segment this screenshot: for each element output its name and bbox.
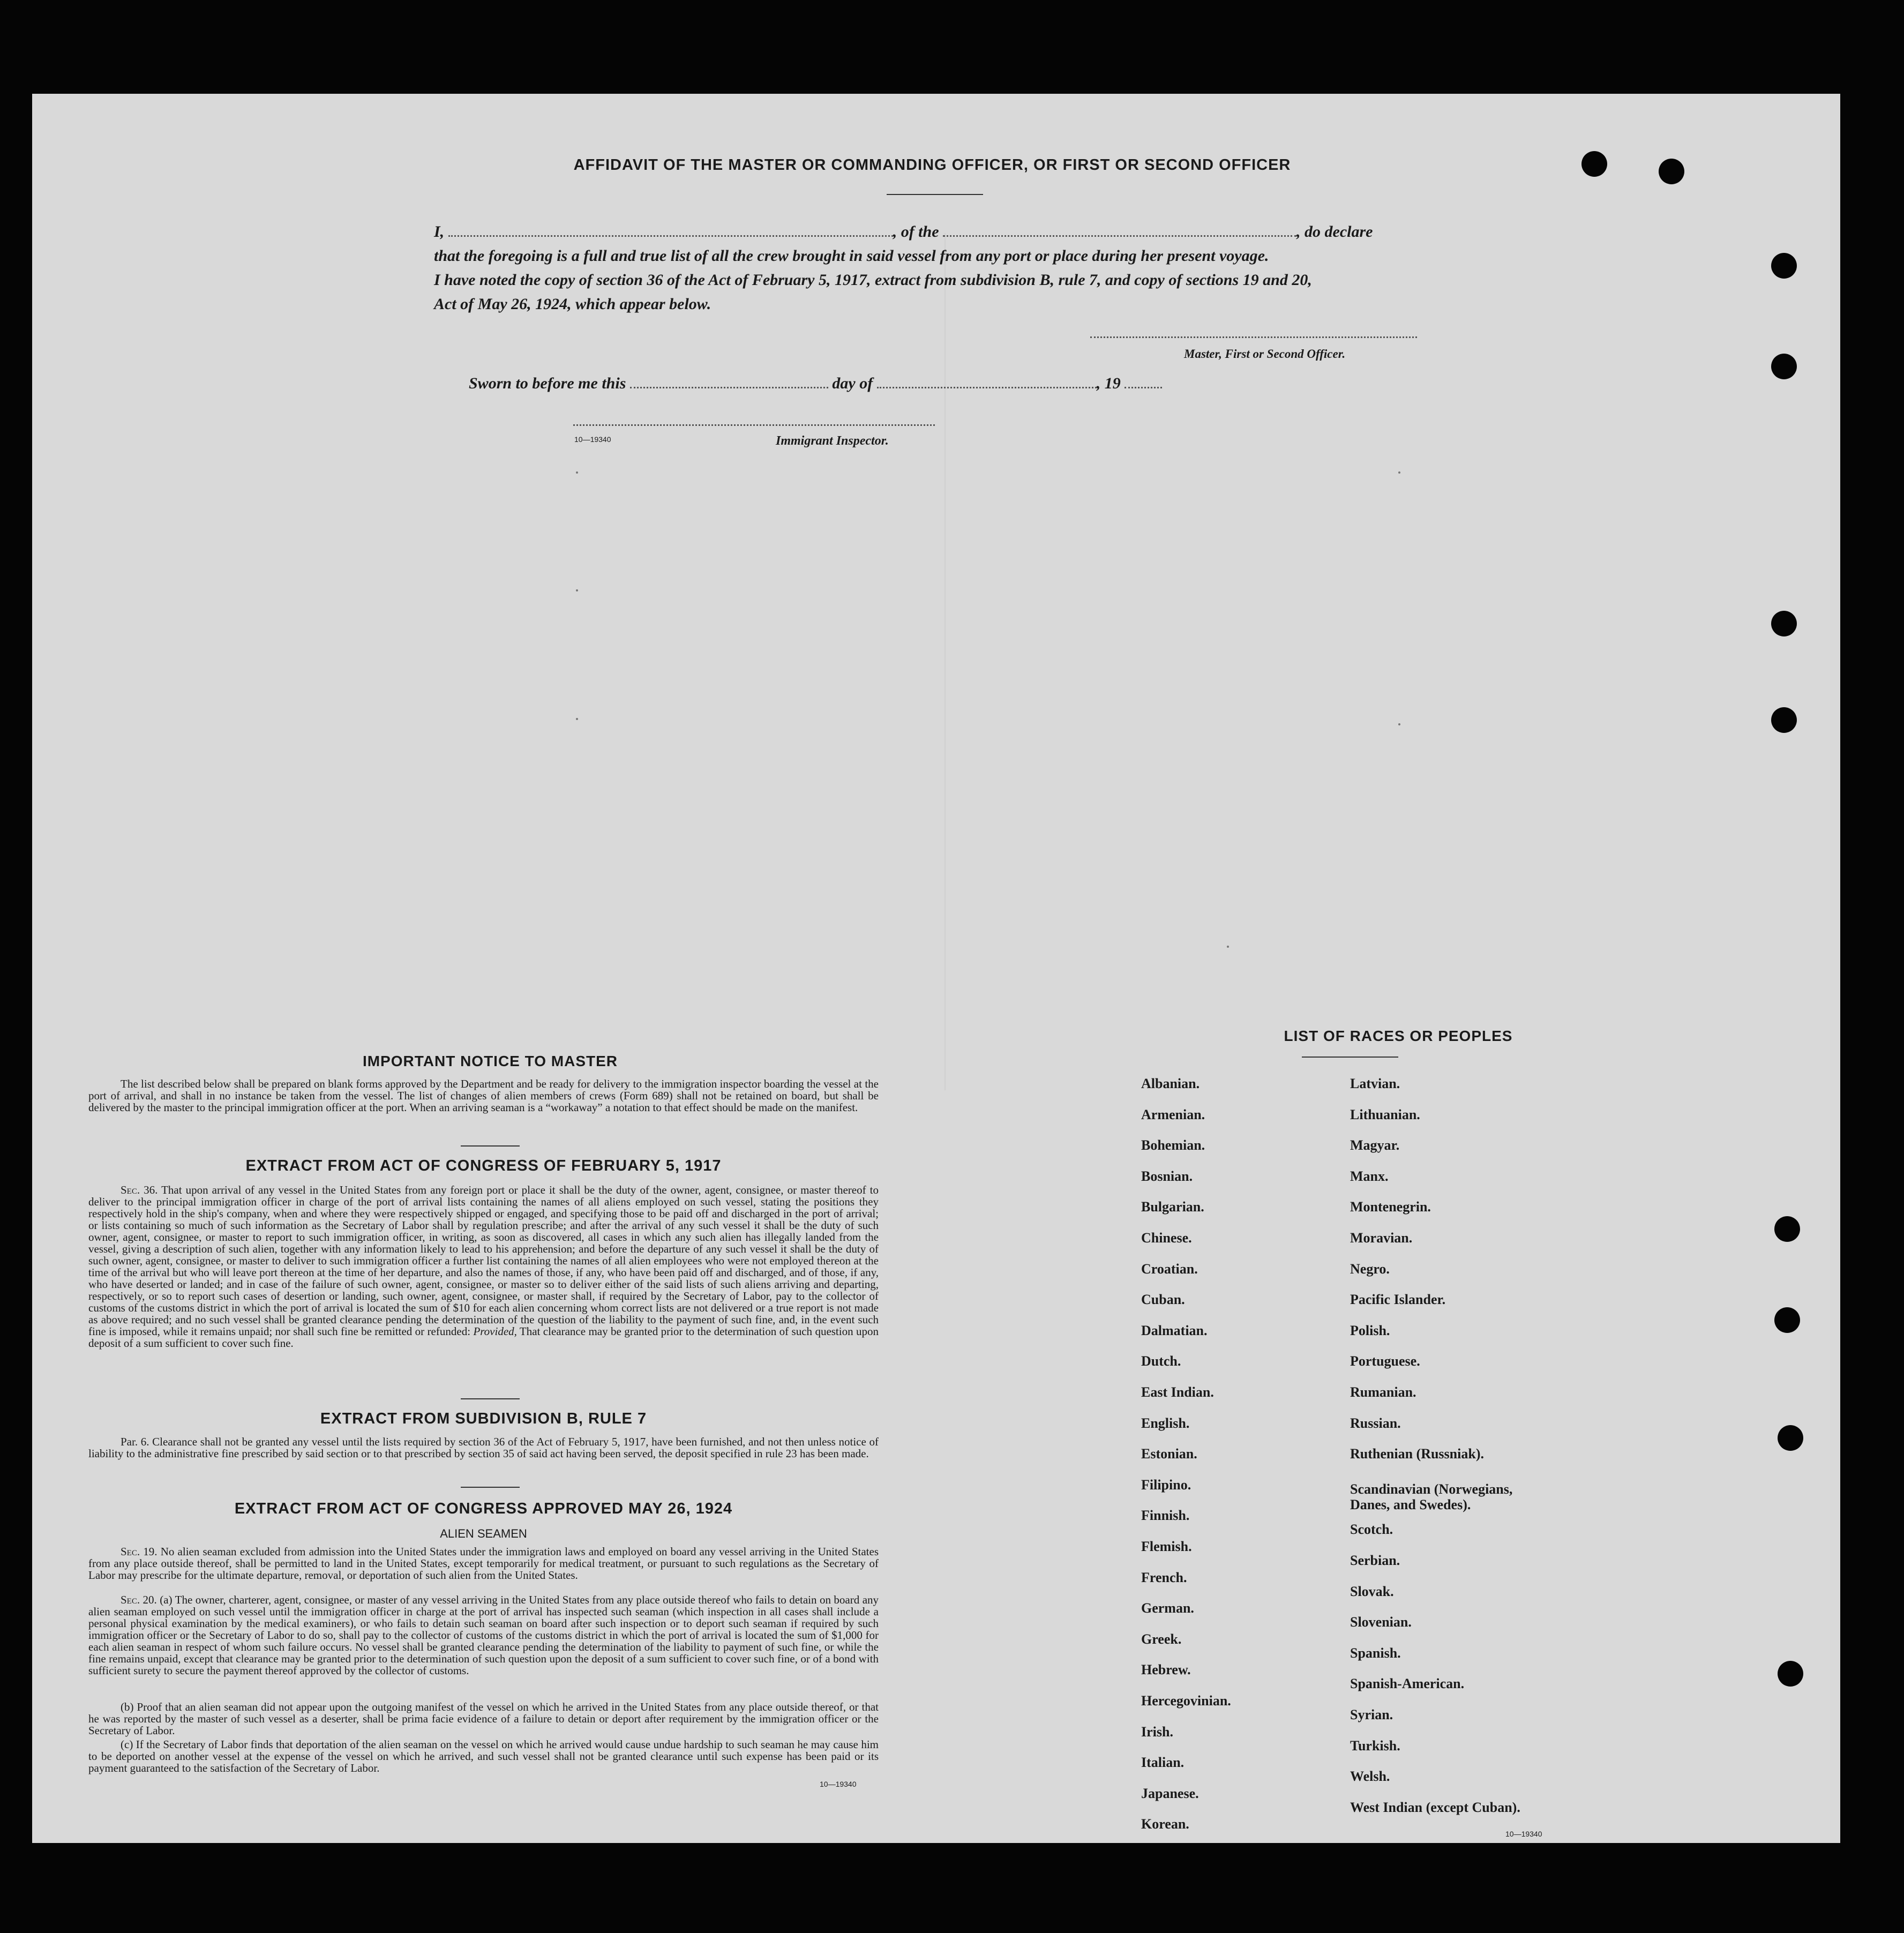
section-divider (461, 1145, 520, 1147)
rule-7-body: Par. 6. Clearance shall not be granted any vessel until the lists required by section 36 of the Act of February 5, 1917, have been furnished, and not then unless notice of liability to the administrative fine prescribed by said section or to that prescribed by section 35 of said act having been served, the deposit specified in rule 23 has been made. (88, 1435, 879, 1460)
sec-20b-body: (b) Proof that an alien seaman did not appear upon the outgoing manifest of the vessel on which he arrived in the United States from any place outside thereof, or that he was reported by the master of such vessel as a deserter, shall be prima facie evidence of a failure to detain or deport after requirement by the immigration officer or the Secretary of Labor. (88, 1700, 879, 1737)
speck (1398, 471, 1400, 474)
race-item: French. (1141, 1569, 1187, 1585)
inspector-signature-field[interactable] (573, 424, 935, 426)
race-item: West Indian (except Cuban). (1350, 1799, 1520, 1815)
races-underline (1302, 1057, 1398, 1058)
punch-hole (1778, 1661, 1803, 1687)
race-item: Filipino. (1141, 1477, 1191, 1493)
speck (576, 589, 578, 591)
master-signature-field[interactable] (1090, 336, 1417, 338)
race-item: Bulgarian. (1141, 1199, 1204, 1215)
rule-7-title: EXTRACT FROM SUBDIVISION B, RULE 7 (320, 1410, 647, 1427)
race-item: Turkish. (1350, 1737, 1400, 1754)
race-item: Korean. (1141, 1816, 1189, 1832)
master-signature-caption: Master, First or Second Officer. (1184, 347, 1346, 361)
form-number: 10—19340 (574, 435, 611, 444)
race-item: Chinese. (1141, 1230, 1192, 1246)
race-item: Irish. (1141, 1724, 1173, 1740)
speck (576, 718, 578, 720)
extract-1924-title: EXTRACT FROM ACT OF CONGRESS APPROVED MAY 26, 1924 (234, 1500, 733, 1517)
race-item: English. (1141, 1415, 1190, 1431)
race-item: Polish. (1350, 1322, 1390, 1338)
race-item: Spanish-American. (1350, 1676, 1465, 1692)
race-item: Manx. (1350, 1168, 1389, 1184)
declarant-label: I, (434, 223, 445, 241)
race-item: Estonian. (1141, 1446, 1197, 1462)
punch-hole (1771, 354, 1797, 379)
race-item: Croatian. (1141, 1261, 1198, 1277)
race-item: Moravian. (1350, 1230, 1413, 1246)
punch-hole (1774, 1307, 1800, 1333)
inspector-caption: Immigrant Inspector. (776, 434, 889, 448)
race-item: German. (1141, 1600, 1194, 1616)
extract-1917-body (88, 1184, 879, 1349)
punch-hole (1581, 151, 1607, 177)
sec-20a-text: (a) The owner, charterer, agent, consignee, or master of any vessel arriving in the United States from any place outside thereof who fails to detain on board any alien seaman employed on such vessel until the immigration officer in charge at the port of arrival has inspected such seaman (which inspection in all cases shall include a personal physical examination by the medical examiners), or who fails to detain such seaman on board after such inspection or to deport such seaman if required by such immigration officer or the Secretary of Labor to do so, shall pay to the collector of customs of the customs district in which the port of arrival is located the sum of $1,000 for each alien seaman in respect of whom such failure occurs. No vessel shall be granted clearance pending the determination of the liability to payment of such fine, or while the fine remains unpaid, except that clearance may be granted prior to the determination of such question upon the deposit of a sum sufficient to cover such fine, or of a bond with sufficient surety to secure the payment thereof approved by the collector of customs. (88, 1593, 879, 1677)
race-item: Rumanian. (1350, 1384, 1416, 1400)
declare-label: , do declare (1296, 223, 1373, 241)
fold-line (944, 233, 946, 1090)
race-item: Lithuanian. (1350, 1106, 1420, 1122)
punch-hole (1771, 253, 1797, 279)
race-item: Syrian. (1350, 1706, 1393, 1722)
race-item: Spanish. (1350, 1645, 1401, 1661)
punch-hole (1778, 1425, 1803, 1451)
sec-19-text: No alien seaman excluded from admission into the United States under the immigration laws and employed on board any vessel arriving in the United States from any place outside thereof, shall be permitted to land in the United States, except temporarily for medical treatment, or pursuant to such regulations as the Secretary of Labor may prescribe for the ultimate departure, removal, or deportation of such alien from the United States. (88, 1545, 879, 1582)
race-item: Finnish. (1141, 1508, 1190, 1524)
sworn-label: Sworn to before me this (469, 374, 626, 392)
sworn-month-field[interactable] (877, 376, 1097, 388)
sec-20a-body (88, 1594, 879, 1676)
day-of-label: day of (832, 374, 873, 392)
sec-36-text: That upon arrival of any vessel in the United States from any foreign port or place it shall be the duty of the owner, agent, consignee, or master thereof to deliver to the principal immigration officer in charge of the port of arrival lists containing the names of all aliens employed on such vessel, stating the positions they respectively hold in the ship's company, when and where they were respectively shipped or engaged, and specifying those to be paid off and discharged in the port of arrival; or lists containing so much of such information as the Secretary of Labor shall by regulation prescribe; and after the arrival of any such vessel it shall be the duty of such owner, agent, consignee, or master to report to such immigration officer, in writing, as soon as discovered, all cases in which any such alien has illegally landed from the vessel, giving a description of such alien, together with any information likely to lead to his apprehension; and before the departure of any such vessel it shall be the duty of such owner, agent, consignee, or master to deliver to such immigration officer a further list containing the names of all alien employees who were not employed thereon at the time of the arrival but who will leave port thereon at the time of her departure, and also the names of those, if any, who have been paid off and discharged, and of those, if any, who have deserted or landed; and in case of the failure of such owner, agent, consignee, or master so to deliver either of the said lists of such aliens arriving and departing, respectively, or so to report such cases of desertion or landing, such owner, agent, consignee, or master shall, if required by the Secretary of Labor, pay to the collector of customs of the customs district in which the port of arrival is located the sum of $10 for each alien concerning whom correct lists are not delivered or a true report is not made as above required; and no such vessel shall be granted clearance pending the determination of the question of the liability to the payment of such fine, and, in the event such fine is imposed, while it remains unpaid; nor shall such fine be remitted or refunded: (88, 1183, 879, 1338)
races-title: LIST OF RACES OR PEOPLES (1284, 1028, 1513, 1044)
notice-body: The list described below shall be prepared on blank forms approved by the Department and be ready for delivery to the immigration inspector boarding the vessel at the port of arrival, and shall in no instance be taken from the vessel. The list of changes of alien members of crews (Form 689) shall not be retained on board, but shall be delivered by the master to the principal immigration officer at the port. When an arriving seaman is a “workaway” a notation to that effect should be made on the manifest. (88, 1077, 879, 1114)
race-item: Dalmatian. (1141, 1322, 1208, 1338)
race-item: Bohemian. (1141, 1137, 1205, 1153)
affidavit-line-2: that the foregoing is a full and true list of all the crew brought in said vessel from any port or place during her present voyage. (434, 247, 1269, 265)
race-item: Hercegovinian. (1141, 1693, 1231, 1709)
race-item: Dutch. (1141, 1353, 1181, 1369)
provided-word: Provided, (473, 1325, 517, 1338)
section-divider (461, 1487, 520, 1488)
race-item: Slovenian. (1350, 1614, 1412, 1630)
speck (1227, 946, 1229, 948)
punch-hole (1771, 707, 1797, 733)
race-item: Scandinavian (Norwegians, Danes, and Swedes). (1350, 1481, 1513, 1512)
form-number: 10—19340 (1505, 1830, 1542, 1838)
race-item: Flemish. (1141, 1539, 1192, 1554)
race-item: Latvian. (1350, 1076, 1400, 1091)
race-item: Scotch. (1350, 1522, 1393, 1538)
race-item: Portuguese. (1350, 1353, 1420, 1369)
section-divider (461, 1398, 520, 1399)
punch-hole (1774, 1216, 1800, 1242)
year-label: , 19 (1096, 374, 1121, 392)
race-item: Albanian. (1141, 1076, 1200, 1091)
race-item: East Indian. (1141, 1384, 1214, 1400)
sec-20-label: Sec. 20. (121, 1593, 157, 1606)
race-item: Japanese. (1141, 1785, 1199, 1801)
punch-hole (1659, 159, 1684, 184)
sworn-year-field[interactable] (1125, 376, 1162, 388)
vessel-label: , of the (893, 223, 939, 241)
race-item: Welsh. (1350, 1769, 1390, 1785)
race-item: Greek. (1141, 1631, 1182, 1647)
affidavit-line-4: Act of May 26, 1924, which appear below. (434, 295, 711, 313)
punch-hole (1771, 611, 1797, 636)
race-item: Serbian. (1350, 1552, 1400, 1568)
extract-1917-title: EXTRACT FROM ACT OF CONGRESS OF FEBRUARY 5, 1917 (245, 1157, 722, 1174)
sec-19-label: Sec. 19. (121, 1545, 158, 1558)
race-item: Montenegrin. (1350, 1199, 1431, 1215)
sec-36-label: Sec. 36. (121, 1183, 158, 1196)
race-item: Armenian. (1141, 1106, 1205, 1122)
speck (1398, 723, 1400, 725)
race-item: Magyar. (1350, 1137, 1400, 1153)
sec-20c-body: (c) If the Secretary of Labor finds that deportation of the alien seaman on the vessel on which he arrived would cause undue hardship to such seaman he may cause him to be deported on another vessel at the expense of the vessel on which he arrived, and such vessel shall not be granted clearance until such expense has been paid or its payment guaranteed to the satisfaction of the Secretary of Labor. (88, 1738, 879, 1774)
alien-seamen-subtitle: ALIEN SEAMEN (440, 1527, 527, 1540)
race-item: Russian. (1350, 1415, 1401, 1431)
declarant-name-field[interactable] (448, 224, 893, 237)
race-item: Pacific Islander. (1350, 1292, 1446, 1308)
notice-title: IMPORTANT NOTICE TO MASTER (362, 1053, 618, 1069)
form-number: 10—19340 (820, 1780, 857, 1788)
sworn-line (469, 371, 1162, 396)
race-item: Italian. (1141, 1755, 1185, 1771)
vessel-name-field[interactable] (943, 224, 1296, 237)
speck (576, 471, 578, 474)
race-item: Negro. (1350, 1261, 1390, 1277)
race-item: Ruthenian (Russniak). (1350, 1446, 1484, 1462)
affidavit-line-3: I have noted the copy of section 36 of the Act of February 5, 1917, extract from subdivision B, rule 7, and copy of sections 19 and 20, (434, 271, 1312, 289)
affidavit-title: AFFIDAVIT OF THE MASTER OR COMMANDING OFFICER, OR FIRST OR SECOND OFFICER (573, 156, 1291, 174)
sec-36-tail: That clearance may be granted prior to the determination of such question upon deposit of a sum sufficient to cover such fine. (88, 1325, 879, 1350)
sec-19-body (88, 1546, 879, 1581)
affidavit-line-1 (434, 220, 1373, 244)
title-underline (887, 194, 983, 195)
sworn-day-field[interactable] (630, 376, 828, 388)
race-item: Hebrew. (1141, 1662, 1191, 1678)
race-item: Bosnian. (1141, 1168, 1193, 1184)
race-item: Cuban. (1141, 1292, 1185, 1308)
race-item: Slovak. (1350, 1583, 1394, 1599)
